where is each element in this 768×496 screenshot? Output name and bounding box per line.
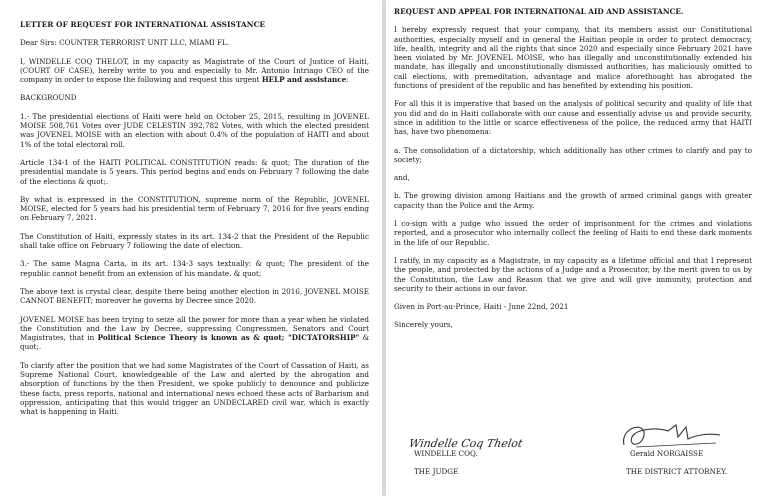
closing-line: Sincerely yours, — [394, 320, 453, 330]
intro-text: I, WINDELLE COQ THELOT, in my capacity as Magistrate of the Court of Justice of Haiti, (COURT OF CASE), hereby write to you and especially to Mr. Antonio Intriago CEO of the company in order to expose the following and request this urgent — [20, 56, 369, 85]
paragraph-request: I hereby expressly request that your company, that its members assist our Constitutional authorities, especially myself and in general the Haitian people in order to protect democracy, life, health, integrity and all the rights that since 2020 and especially since February 2021 have been violated by Mr. JOVENEL MOISE, who has illegally and unconstitutionally extended his mandate, has illegally and unconstitutionally dismissed authorities, has maliciously omitted to call elections, with premeditation, advantage and malice aforethought has abrogated the functions of president of the republic and has benefited by extending his position. — [394, 25, 752, 91]
judge-name: WINDELLE COQ. — [414, 449, 478, 458]
paragraph-crystal-clear: The above text is crystal clear, despite there being another election in 2016, JOVENEL MOISE CANNOT BENEFIT; moreover he governs by Decree since 2020. — [20, 286, 369, 306]
paragraph-and: and, — [394, 173, 410, 183]
request-title: REQUEST AND APPEAL FOR INTERNATIONAL AID AND ASSISTANCE. — [394, 7, 684, 16]
judge-signature-script: Windelle Coq Thelot — [407, 437, 524, 450]
attorney-role: THE DISTRICT ATTORNEY. — [626, 467, 728, 476]
intro-bold: HELP and assistance — [261, 75, 347, 85]
letter-page-right — [386, 0, 768, 496]
signature-block — [394, 425, 752, 485]
attorney-signature-image — [616, 417, 726, 453]
intro-end: : — [346, 75, 349, 85]
judge-role: THE JUDGE — [414, 467, 459, 476]
paragraph-ratify: I ratify, in my capacity as a Magistrate, in my capacity as a lifetime official and that I represent the people, and protected by the actions of a Judge and a Prosecutor, by the merit given to us by the Constitution, the Law and Reason that we give and will give immunity, protection and security to their actions in our favor. — [394, 255, 752, 293]
attorney-name: Gerald NORGAISSE — [630, 449, 704, 458]
salutation: Dear Sirs: COUNTER TERRORIST UNIT LLC, MIAMI FL. — [20, 38, 230, 48]
paragraph-article-134-3: 3.- The same Magna Carta, in its art. 134-3 says textually: & quot; The president of the republic cannot benefit from an extension of his mandate. & quot; — [20, 259, 369, 278]
paragraph-point-b: b. The growing division among Haitians and the growth of armed criminal gangs with greater capacity than the Police and the Army. — [394, 191, 752, 210]
paragraph-article-134-1: Article 134-1 of the HAITI POLITICAL CONSTITUTION reads: & quot; The duration of the presidential mandate is 5 years. This period begins and ends on February 7 following the date of the elections & quot;. — [20, 157, 369, 186]
paragraph-cosign: I co-sign with a judge who issued the order of imprisonment for the crimes and violations reported, and a prosecutor who internally collect the feeling of Haiti to end these dark moments in the life of our Republic. — [394, 219, 752, 247]
paragraph-imperative: For all this it is imperative that based on the analysis of political security and quality of life that you did and do in Haiti collaborate with our cause and essentially advise us and provide security, since in addition to the little or scarce effectiveness of the police, the reduced army that HAITI has, have two phenomena: — [394, 99, 752, 137]
paragraph-point-a: a. The consolidation of a dictatorship, which additionally has other crimes to clarify and pay to society; — [394, 145, 752, 164]
paragraph-article-134-2: The Constitution of Haiti, expressly states in its art. 134-2 that the President of the Republic shall take office on February 7 following the date of election. — [20, 231, 369, 251]
dictatorship-text: JOVENEL MOISE has been trying to seize all the power for more than a year when he violated the Constitution and the Law by Decree, suppressing Congressmen, Senators and Court Magistrates, that in — [20, 314, 369, 343]
paragraph-clarify: To clarify after the position that we had some Magistrates of the Court of Cassation of Haiti, as Supreme National Court, knowledgeable of the Law and alerted by the abrogation and absorption of functions by the then President, we spoke publicly to denounce and publicize these facts, press reports, national and international news echoed these acts of Barbarism and oppression, anticipating that this would trigger an UNDECLARED civil war, which is exactly what is happening in Haiti. — [20, 360, 369, 417]
background-heading: BACKGROUND — [20, 93, 77, 103]
judge-signature-block — [406, 425, 546, 485]
paragraph-dictatorship — [20, 315, 369, 352]
dictatorship-end: & quot;. — [20, 333, 369, 352]
intro-paragraph — [20, 57, 369, 85]
dictatorship-bold: Political Science Theory is known as & quot; "DICTATORSHIP" — [97, 333, 360, 343]
paragraph-constitution-term: By what is expressed in the CONSTITUTION, supreme norm of the Republic, JOVENEL MOISE, elected for 5 years had his presidential term of February 7, 2016 for five years ending on February 7, 2021. — [20, 194, 369, 223]
attorney-signature-block — [602, 425, 752, 485]
given-line: Given in Port-au-Prince, Haiti - June 22nd, 2021 — [394, 302, 569, 312]
letter-title: LETTER OF REQUEST FOR INTERNATIONAL ASSISTANCE — [20, 20, 266, 29]
paragraph-elections: 1.- The presidential elections of Haiti were held on October 25, 2015, resulting in JOVENEL MOISE 508,761 Votes over JUDE CELESTIN 392,782 Votes, with which the elected president was JOVENEL MOISE with an election with about 0.4% of the population of HAITI and about 1% of the total electoral roll. — [20, 111, 369, 149]
letter-page-left — [0, 0, 382, 496]
